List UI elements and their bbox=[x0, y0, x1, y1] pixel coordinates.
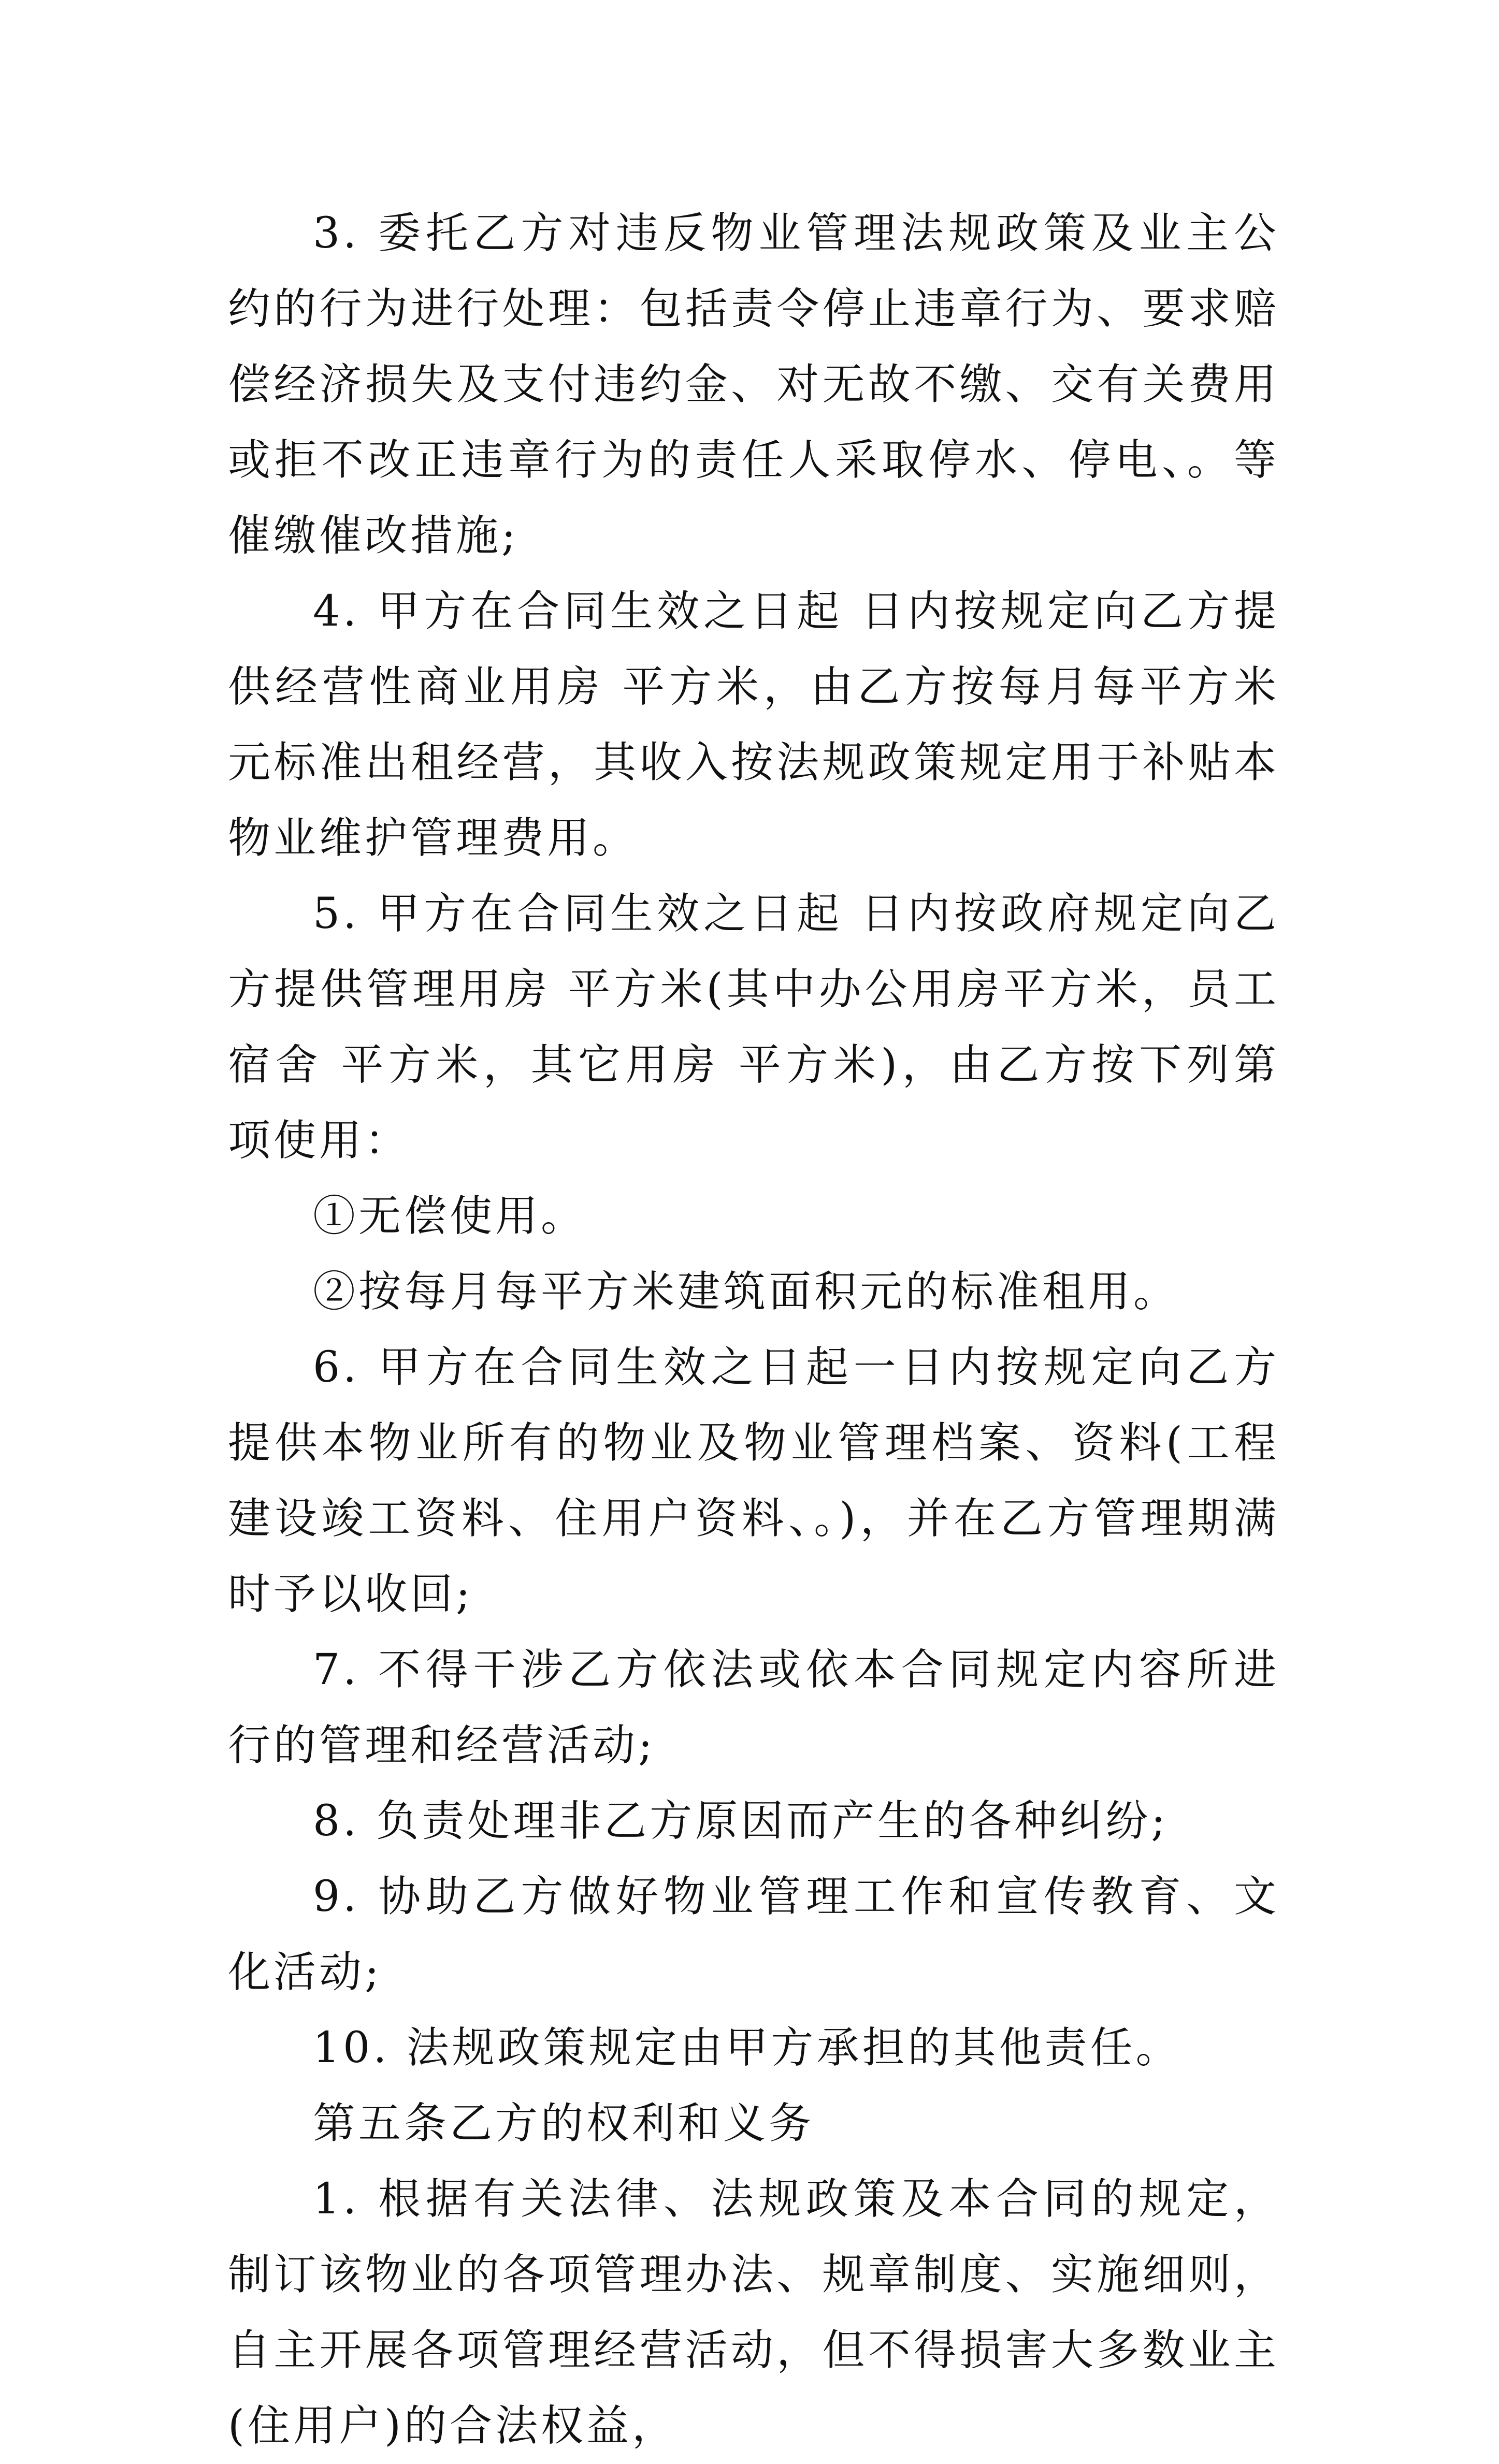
paragraph-option-1: ①无偿使用。 bbox=[313, 1192, 587, 1241]
paragraph-item-6: 6. 甲方在合同生效之日起一日内按规定向乙方提供本物业所有的物业及物业管理档案、资料(工程建设竣工资料、住用户资料、。)，并在乙方管理期满时予以收回; bbox=[228, 1343, 1279, 1619]
paragraph-item-8: 8. 负责处理非乙方原因而产生的各种纠纷; bbox=[313, 1796, 1169, 1846]
paragraph-item-5: 5. 甲方在合同生效之日起 日内按政府规定向乙方提供管理用房 平方米(其中办公用房平方米，员工宿舍 平方米，其它用房 平方米)，由乙方按下列第 项使用： bbox=[228, 889, 1279, 1165]
paragraph-option-2: ②按每月每平方米建筑面积元的标准租用。 bbox=[313, 1267, 1179, 1316]
paragraph-item-4: 4. 甲方在合同生效之日起 日内按规定向乙方提供经营性商业用房 平方米，由乙方按每月每平方米 元标准出租经营，其收入按法规政策规定用于补贴本物业维护管理费用。 bbox=[228, 587, 1279, 863]
paragraph-item-7: 7. 不得干涉乙方依法或依本合同规定内容所进行的管理和经营活动; bbox=[228, 1645, 1279, 1770]
document-body bbox=[228, 196, 1279, 2464]
paragraph-item-9: 9. 协助乙方做好物业管理工作和宣传教育、文化活动; bbox=[228, 1872, 1279, 1997]
paragraph-item-3: 3. 委托乙方对违反物业管理法规政策及业主公约的行为进行处理：包括责令停止违章行为、要求赔偿经济损失及支付违约金、对无故不缴、交有关费用或拒不改正违章行为的责任人采取停水、停电、。等催缴催改措施; bbox=[228, 209, 1279, 560]
paragraph-item-10: 10. 法规政策规定由甲方承担的其他责任。 bbox=[313, 2023, 1181, 2072]
section-heading-article-5: 第五条乙方的权利和义务 bbox=[313, 2099, 815, 2148]
paragraph-article-5-item-1: 1. 根据有关法律、法规政策及本合同的规定，制订该物业的各项管理办法、规章制度、实施细则，自主开展各项管理经营活动，但不得损害大多数业主(住用户)的合法权益， bbox=[228, 2175, 1279, 2451]
